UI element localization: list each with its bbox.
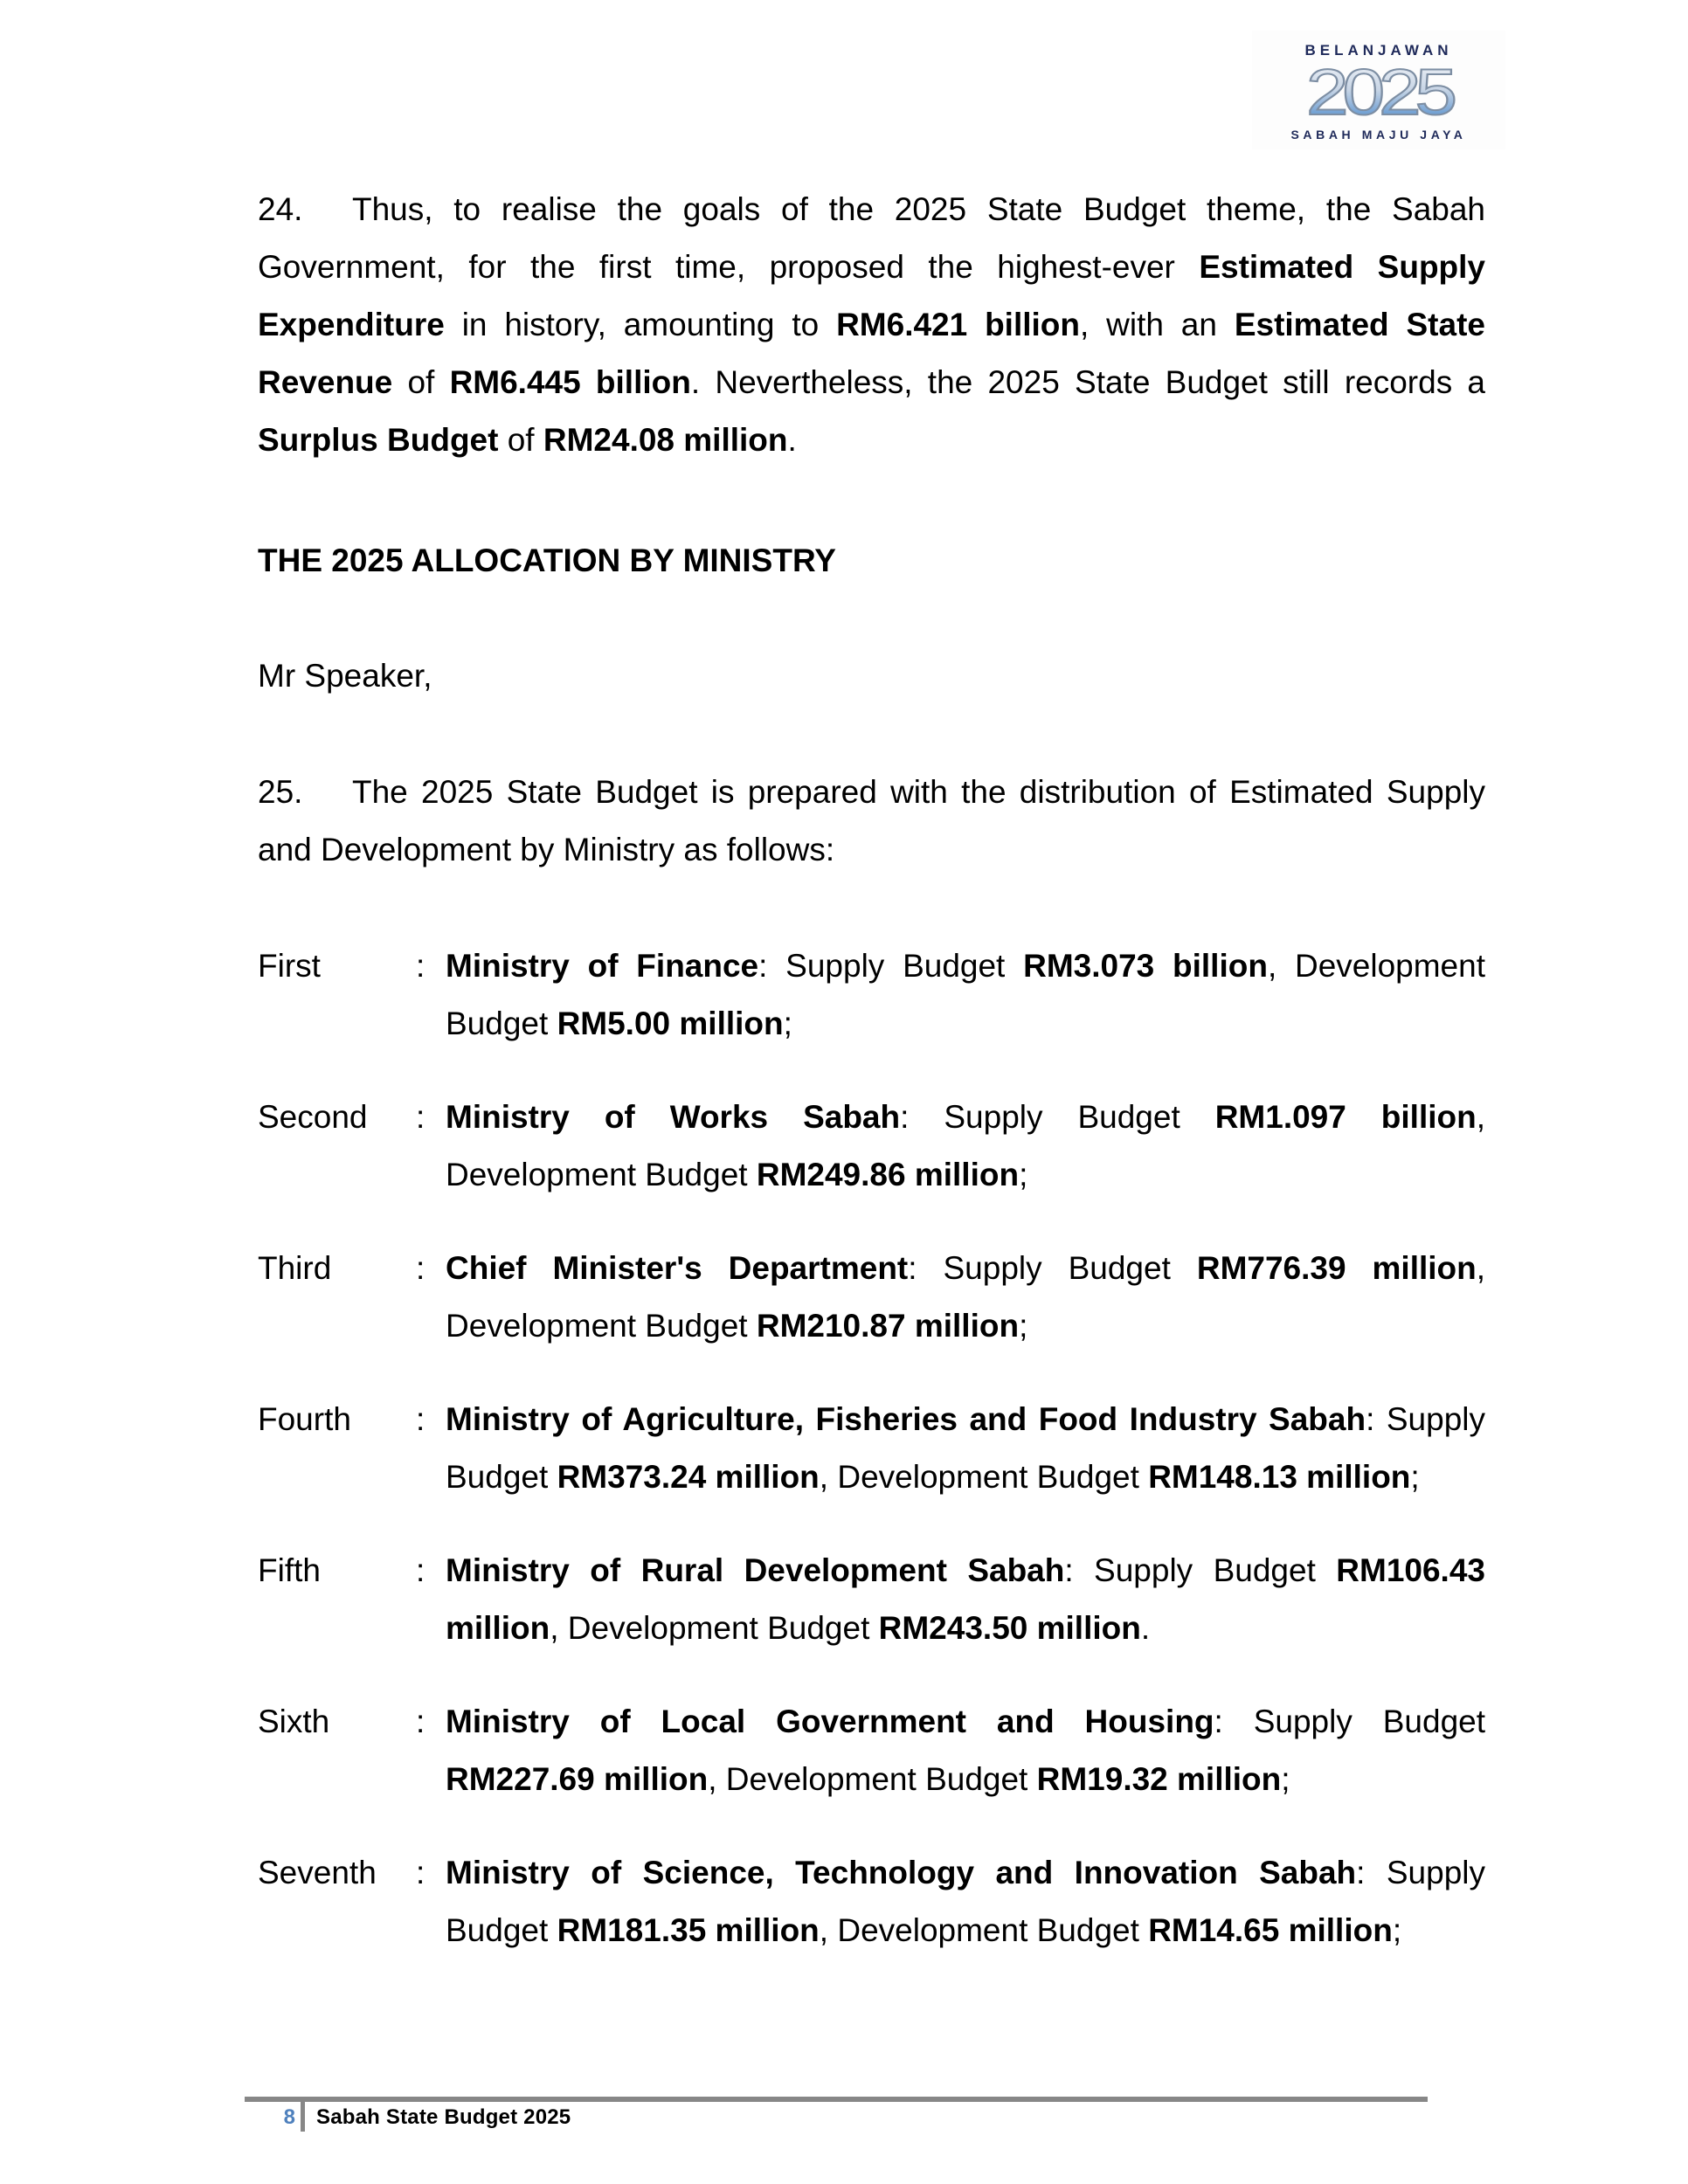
development-label: Development Budget: [725, 1761, 1028, 1797]
ministry-name: Ministry of Finance: [446, 948, 759, 984]
allocation-details: Ministry of Works Sabah: Supply Budget RM1.097 billion, Development Budget RM249.86 million;: [446, 1099, 1485, 1192]
logo-title: BELANJAWAN: [1304, 42, 1453, 59]
supply-label: Supply Budget: [785, 948, 1006, 984]
paragraph-number: 24.: [258, 191, 303, 227]
allocation-item: [258, 1089, 1485, 1204]
ministry-name: Ministry of Agriculture, Fisheries and Food Industry Sabah: [446, 1401, 1366, 1437]
footer-divider: [301, 2097, 305, 2132]
development-label: Development Budget: [837, 1459, 1139, 1495]
development-label: Development Budget: [446, 1157, 748, 1192]
development-label: Development Budget: [446, 1308, 748, 1344]
paragraph-body: [258, 191, 1485, 458]
separator-colon: :: [416, 948, 425, 984]
allocation-item: [258, 1240, 1485, 1355]
supply-amount: RM1.097 billion: [1214, 1099, 1477, 1135]
development-label: Development Budget: [567, 1610, 870, 1646]
allocation-details: Ministry of Science, Technology and Innovation Sabah: Supply Budget RM181.35 million, Development Budget RM14.65 million;: [446, 1855, 1485, 1948]
emphasis-text: Estimated Supply Expenditure: [258, 249, 1486, 342]
emphasis-text: RM6.445 billion: [449, 364, 691, 400]
body-text: , with an: [1080, 307, 1235, 342]
footer-rule: [245, 2097, 1428, 2102]
ministry-name: Chief Minister's Department: [446, 1250, 909, 1286]
supply-amount: RM373.24 million: [557, 1459, 820, 1495]
emphasis-text: RM24.08 million: [543, 422, 788, 458]
paragraph-24: [258, 181, 1485, 469]
development-amount: RM249.86 million: [756, 1157, 1020, 1192]
section-heading: THE 2025 ALLOCATION BY MINISTRY: [258, 543, 836, 578]
emphasis-text: Surplus Budget: [258, 422, 499, 458]
supply-label: Supply Budget: [446, 1855, 1485, 1948]
supply-label: Supply Budget: [944, 1099, 1180, 1135]
supply-label: Supply Budget: [1094, 1552, 1316, 1588]
separator-colon: :: [416, 1250, 425, 1286]
logo-year: 2025: [1306, 57, 1451, 129]
allocation-rank: Second: [258, 1099, 368, 1135]
body-text: in history, amounting to: [444, 307, 837, 342]
separator-colon: :: [416, 1401, 425, 1437]
allocation-rank: First: [258, 948, 321, 984]
item-terminator: .: [1140, 1610, 1151, 1646]
body-text: of: [392, 364, 450, 400]
item-terminator: ;: [1019, 1308, 1028, 1344]
development-amount: RM243.50 million: [878, 1610, 1141, 1646]
separator-colon: :: [416, 1855, 425, 1890]
ministry-name: Ministry of Works Sabah: [446, 1099, 901, 1135]
body-text: of: [498, 422, 543, 458]
development-amount: RM210.87 million: [756, 1308, 1020, 1344]
ministry-name: Ministry of Rural Development Sabah: [446, 1552, 1065, 1588]
emphasis-text: Estimated State Revenue: [258, 307, 1485, 400]
development-amount: RM19.32 million: [1036, 1761, 1282, 1797]
item-terminator: ;: [783, 1006, 792, 1041]
development-amount: RM5.00 million: [557, 1006, 784, 1041]
development-amount: RM148.13 million: [1148, 1459, 1411, 1495]
allocation-details: Ministry of Local Government and Housing: Supply Budget RM227.69 million, Development Budget RM19.32 million;: [446, 1704, 1486, 1797]
allocation-rank: Seventh: [258, 1855, 377, 1890]
allocation-item: [258, 1391, 1485, 1506]
supply-amount: RM106.43 million: [446, 1552, 1485, 1646]
allocation-item: [258, 937, 1485, 1053]
item-terminator: ;: [1410, 1459, 1420, 1495]
supply-label: Supply Budget: [943, 1250, 1171, 1286]
footer-title: Sabah State Budget 2025: [316, 2105, 571, 2129]
body-text: Thus, to realise the goals of the 2025 State Budget theme, the Sabah Government, for the first time, proposed the highest-ever: [258, 191, 1485, 285]
page-number: 8: [283, 2105, 295, 2129]
paragraph-body: The 2025 State Budget is prepared with the distribution of Estimated Supply and Development by Ministry as follows:: [258, 774, 1485, 867]
budget-2025-logo: [1252, 31, 1505, 149]
body-text: .: [787, 422, 797, 458]
supply-label: Supply Budget: [1253, 1704, 1486, 1739]
separator-colon: :: [416, 1704, 425, 1739]
paragraph-25: [258, 764, 1485, 879]
development-amount: RM14.65 million: [1148, 1912, 1393, 1948]
ministry-name: Ministry of Science, Technology and Innovation Sabah: [446, 1855, 1357, 1890]
supply-label: Supply Budget: [446, 1401, 1485, 1495]
allocation-rank: Fifth: [258, 1552, 321, 1588]
paragraph-number: 25.: [258, 774, 303, 810]
allocation-details: Chief Minister's Department: Supply Budget RM776.39 million, Development Budget RM210.87 million;: [446, 1250, 1486, 1344]
supply-amount: RM181.35 million: [557, 1912, 820, 1948]
allocation-details: Ministry of Agriculture, Fisheries and Food Industry Sabah: Supply Budget RM373.24 million, Development Budget RM148.13 million;: [446, 1401, 1485, 1495]
item-terminator: ;: [1019, 1157, 1028, 1192]
item-terminator: ;: [1392, 1912, 1402, 1948]
allocation-list: [258, 937, 1485, 1995]
development-label: Development Budget: [837, 1912, 1139, 1948]
supply-amount: RM227.69 million: [446, 1761, 709, 1797]
separator-colon: :: [416, 1552, 425, 1588]
item-terminator: ;: [1281, 1761, 1290, 1797]
supply-amount: RM3.073 billion: [1023, 948, 1268, 984]
separator-colon: :: [416, 1099, 425, 1135]
supply-amount: RM776.39 million: [1196, 1250, 1477, 1286]
allocation-rank: Third: [258, 1250, 332, 1286]
logo-graphic: [1252, 31, 1505, 149]
allocation-rank: Sixth: [258, 1704, 330, 1739]
allocation-item: [258, 1542, 1485, 1657]
allocation-details: Ministry of Rural Development Sabah: Supply Budget RM106.43 million, Development Budget RM243.50 million.: [446, 1552, 1485, 1646]
allocation-details: Ministry of Finance: Supply Budget RM3.073 billion, Development Budget RM5.00 million;: [446, 948, 1485, 1041]
ministry-name: Ministry of Local Government and Housing: [446, 1704, 1214, 1739]
development-label: Development Budget: [446, 948, 1485, 1041]
allocation-item: [258, 1693, 1485, 1808]
salutation: Mr Speaker,: [258, 658, 432, 694]
allocation-item: [258, 1844, 1485, 1959]
logo-tagline: SABAH MAJU JAYA: [1290, 128, 1467, 142]
emphasis-text: RM6.421 billion: [836, 307, 1080, 342]
allocation-rank: Fourth: [258, 1401, 351, 1437]
body-text: . Nevertheless, the 2025 State Budget still records a: [690, 364, 1486, 400]
